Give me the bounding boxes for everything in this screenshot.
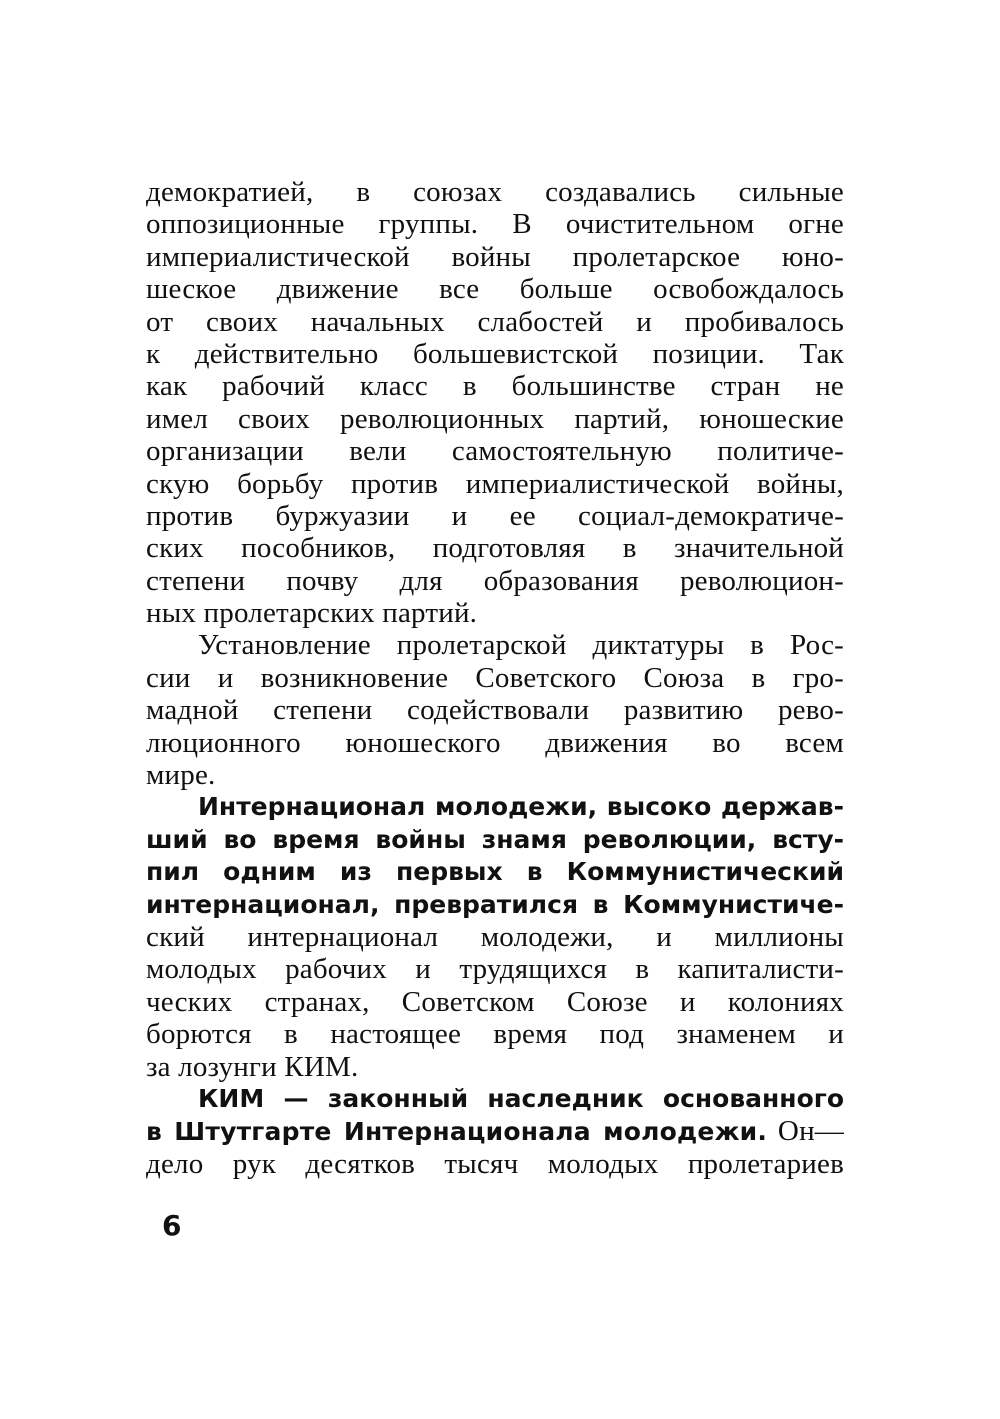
text-line: борются в настоящее время под знаменем и: [146, 1018, 844, 1051]
text-line-mixed: [146, 1115, 844, 1147]
paragraph: [146, 176, 844, 629]
text-line: молодых рабочих и трудящихся в капиталисти-: [146, 953, 844, 986]
text-line: против буржуазии и ее социал-демократиче-: [146, 499, 844, 532]
normal-run: Он—: [767, 1115, 844, 1148]
text-line-mixed: [146, 921, 844, 953]
page-number: 6: [162, 1209, 182, 1242]
paragraph: [146, 791, 844, 1083]
text-line-bold: КИМ — законный наследник основанного: [198, 1083, 844, 1113]
text-line: к действительно большевистской позиции. Так: [146, 337, 844, 370]
text-line: сии и возникновение Советского Союза в гро-: [146, 661, 844, 694]
text-line: люционного юношеского движения во всем: [146, 726, 844, 759]
body-text: [146, 176, 844, 1180]
text-line: демократией, в союзах создавались сильные: [146, 176, 844, 208]
text-line: степени почву для образования революцион-: [146, 564, 844, 597]
text-line: дело рук десятков тысяч молодых пролетариев: [146, 1147, 844, 1180]
text-line: Установление пролетарской диктатуры в Рос-: [198, 629, 844, 662]
paragraph: [146, 629, 844, 791]
text-line: мадной степени содействовали развитию рево-: [146, 694, 844, 727]
text-line: ских пособников, подготовляя в значительной: [146, 532, 844, 565]
text-line: оппозиционные группы. В очистительном огне: [146, 208, 844, 241]
paragraph: [146, 1083, 844, 1180]
text-line: за лозунги КИМ.: [146, 1050, 359, 1083]
text-line-bold: интернационал, превратился в Коммунистиче-: [146, 889, 844, 919]
text-line: скую борьбу против империалистической войны,: [146, 467, 844, 500]
text-line-bold: пил одним из первых в Коммунистический: [146, 857, 844, 887]
text-line: организации вели самостоятельную политиче-: [146, 435, 844, 468]
text-line-bold: Интернационал молодежи, высоко держав-: [198, 792, 844, 822]
text-line: как рабочий класс в большинстве стран не: [146, 370, 844, 403]
text-line: империалистической войны пролетарское юно-: [146, 240, 844, 273]
bold-run: ский интернационал молодежи,: [146, 920, 614, 953]
text-line: мире.: [146, 759, 216, 792]
text-line: ных пролетарских партий.: [146, 597, 478, 630]
text-line-bold: ший во время войны знамя революции, всту-: [146, 824, 844, 854]
text-line: имел своих революционных партий, юношеские: [146, 402, 844, 435]
text-line: шеское движение все больше освобождалось: [146, 273, 844, 306]
bold-run: в Штутгарте Интернационала молодежи.: [146, 1117, 768, 1147]
text-line: ческих странах, Советском Союзе и колониях: [146, 985, 844, 1018]
normal-run: и миллионы: [613, 920, 844, 953]
text-line: от своих начальных слабостей и пробивалось: [146, 305, 844, 338]
